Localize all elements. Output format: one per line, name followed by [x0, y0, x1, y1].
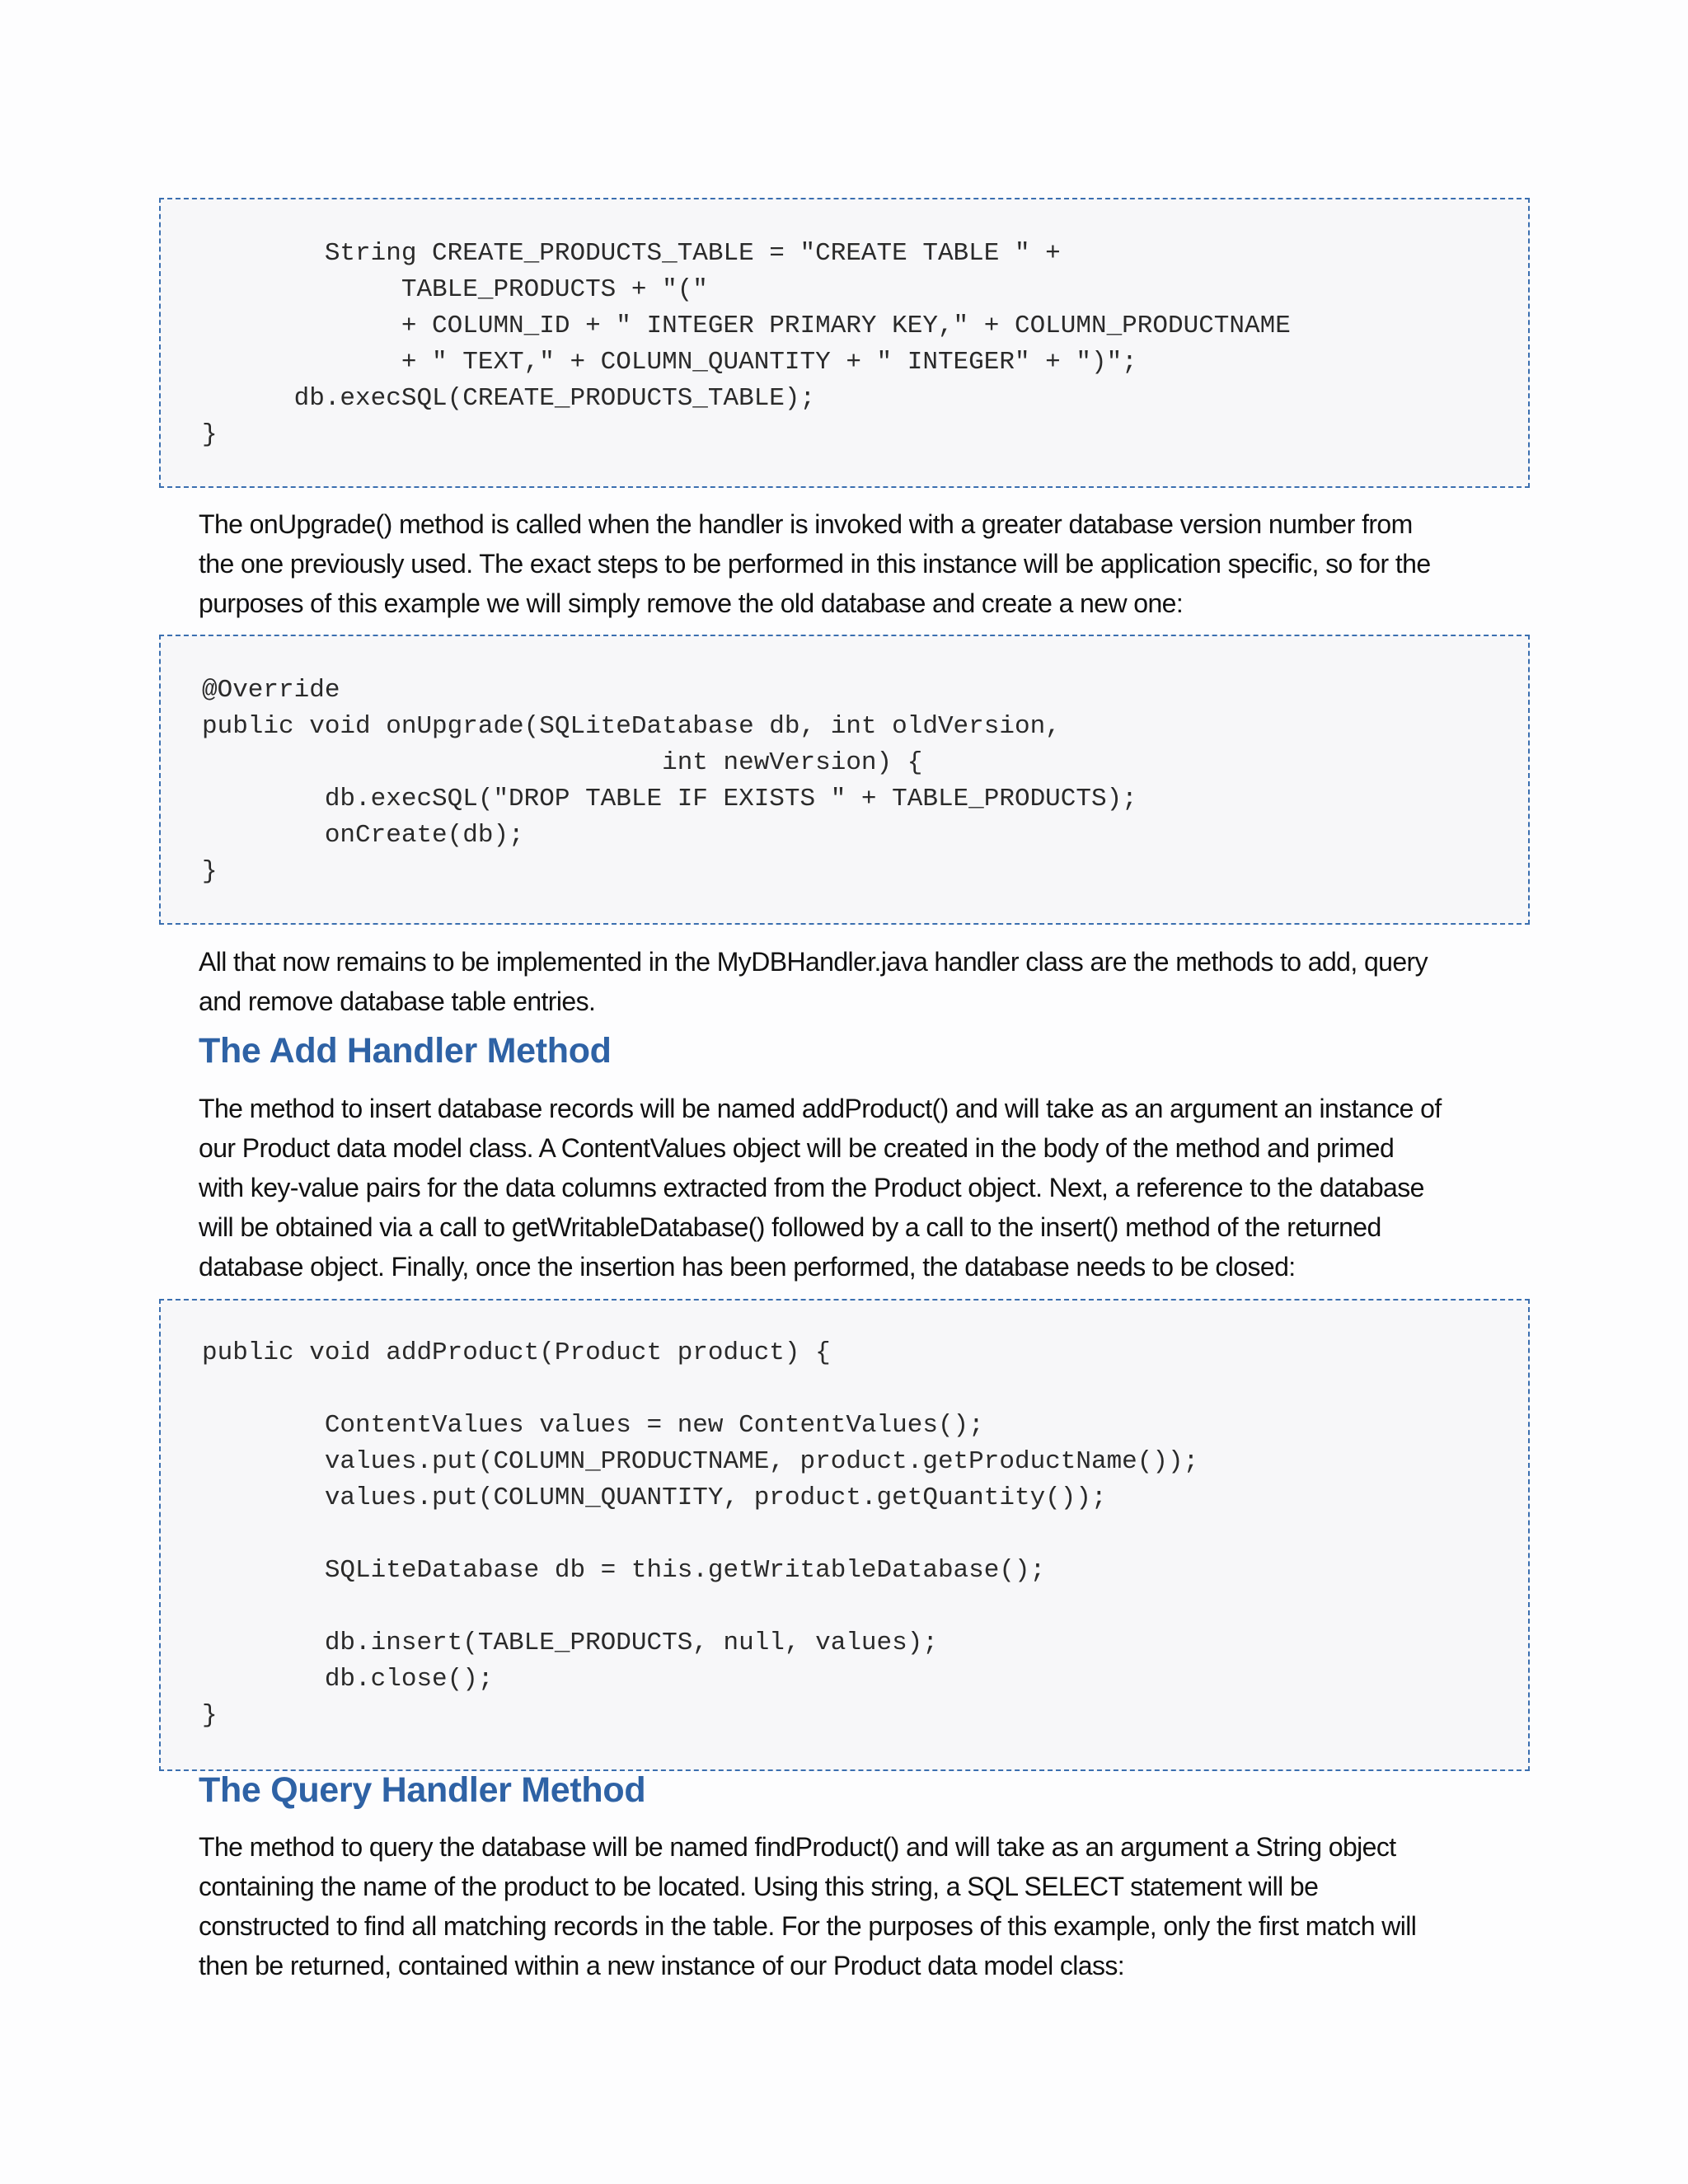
paragraph-line: with key-value pairs for the data columns extracted from the Product object. Next, a reference to the database: [199, 1173, 1424, 1202]
section-heading-query-handler: The Query Handler Method: [199, 1770, 646, 1810]
code-line: + " TEXT," + COLUMN_QUANTITY + " INTEGER" + ")";: [202, 348, 1137, 377]
paragraph-line: then be returned, contained within a new instance of our Product data model class:: [199, 1951, 1125, 1980]
code-line: values.put(COLUMN_PRODUCTNAME, product.getProductName());: [202, 1447, 1199, 1476]
code-block-onupgrade: [159, 635, 1530, 925]
paragraph-line: All that now remains to be implemented in the MyDBHandler.java handler class are the methods to add, query: [199, 947, 1428, 977]
paragraph-line: our Product data model class. A ContentValues object will be created in the body of the method and primed: [199, 1133, 1395, 1163]
section-heading-add-handler: The Add Handler Method: [199, 1031, 612, 1071]
code-line: db.execSQL("DROP TABLE IF EXISTS " + TABLE_PRODUCTS);: [202, 785, 1137, 813]
paragraph-add-product: [199, 1089, 1534, 1286]
paragraph-line: The method to query the database will be named findProduct() and will take as an argument a String object: [199, 1832, 1396, 1862]
paragraph-line: containing the name of the product to be located. Using this string, a SQL SELECT statement will be: [199, 1872, 1319, 1901]
code-line: + COLUMN_ID + " INTEGER PRIMARY KEY," + COLUMN_PRODUCTNAME: [202, 312, 1291, 340]
code-block-create-table: [159, 198, 1530, 488]
code-line: db.insert(TABLE_PRODUCTS, null, values);: [202, 1629, 938, 1657]
code-line: }: [202, 1701, 218, 1730]
code-line: String CREATE_PRODUCTS_TABLE = "CREATE TABLE " +: [202, 239, 1061, 268]
code-line: db.close();: [202, 1665, 494, 1694]
paragraph-line: purposes of this example we will simply remove the old database and create a new one:: [199, 588, 1184, 618]
code-line: TABLE_PRODUCTS + "(": [202, 275, 708, 304]
code-line: @Override: [202, 676, 340, 705]
code-line: SQLiteDatabase db = this.getWritableDatabase();: [202, 1556, 1046, 1585]
paragraph-line: The onUpgrade() method is called when the handler is invoked with a greater database version number from: [199, 509, 1413, 539]
paragraph-line: the one previously used. The exact steps to be performed in this instance will be application specific, so for the: [199, 549, 1431, 579]
code-line: db.execSQL(CREATE_PRODUCTS_TABLE);: [202, 384, 816, 413]
paragraph-onupgrade: [199, 504, 1534, 623]
paragraph-line: will be obtained via a call to getWritableDatabase() followed by a call to the insert() method of the returned: [199, 1212, 1381, 1242]
paragraph-find-product: [199, 1827, 1534, 1985]
code-block-add-product: [159, 1299, 1530, 1771]
code-line: int newVersion) {: [202, 748, 923, 777]
code-line: ContentValues values = new ContentValues();: [202, 1411, 984, 1440]
paragraph-remaining-methods: [199, 942, 1534, 1021]
paragraph-line: database object. Finally, once the insertion has been performed, the database needs to be closed:: [199, 1252, 1296, 1282]
code-text: [202, 236, 1291, 453]
code-line: public void onUpgrade(SQLiteDatabase db, int oldVersion,: [202, 712, 1061, 741]
code-text: [202, 1335, 1198, 1734]
code-line: public void addProduct(Product product) {: [202, 1338, 831, 1367]
code-line: onCreate(db);: [202, 821, 524, 850]
paragraph-line: and remove database table entries.: [199, 987, 596, 1016]
code-line: }: [202, 857, 218, 886]
code-line: values.put(COLUMN_QUANTITY, product.getQuantity());: [202, 1483, 1107, 1512]
code-text: [202, 673, 1137, 890]
code-line: }: [202, 420, 218, 449]
paragraph-line: constructed to find all matching records in the table. For the purposes of this example, only the first match will: [199, 1911, 1417, 1941]
paragraph-line: The method to insert database records will be named addProduct() and will take as an argument an instance of: [199, 1094, 1442, 1123]
